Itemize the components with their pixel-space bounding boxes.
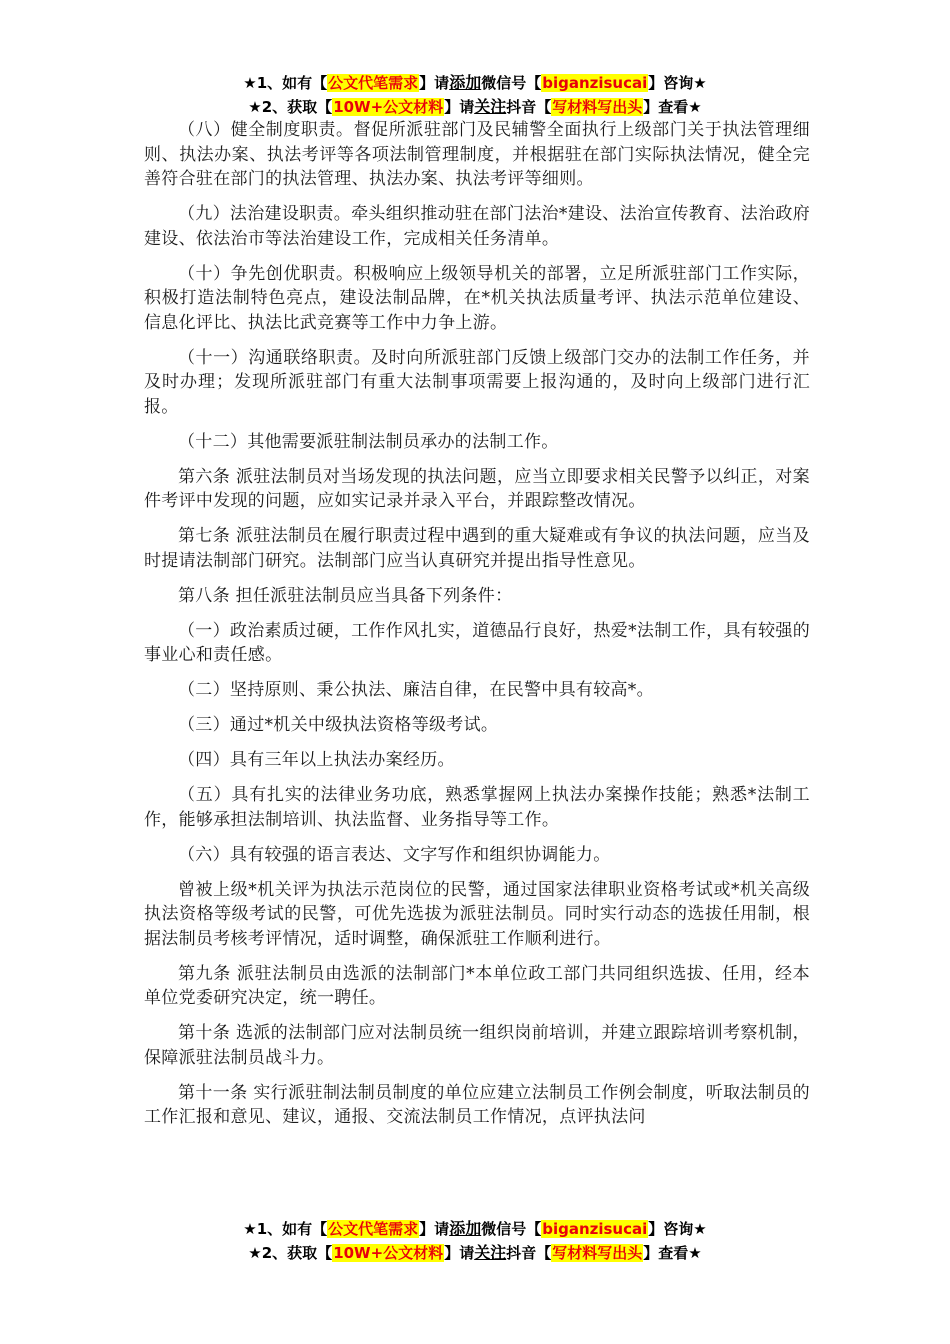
- paragraph: （一）政治素质过硬，工作作风扎实，道德品行良好，热爱*法制工作，具有较强的事业心和责任感。: [144, 620, 810, 665]
- highlight-douyin-account: 写材料写出头: [552, 98, 643, 116]
- paragraph: （十一）沟通联络职责。及时向所派驻部门反馈上级部门交办的法制工作任务，并及时办理；发现所派驻部门有重大法制事项需要上报沟通的，及时向上级部门进行汇报。: [144, 347, 810, 417]
- banner-line-2: ★2、获取【10W+公文材料】请关注抖音【写材料写出头】查看★: [248, 1243, 702, 1262]
- highlight-materials: 10W+公文材料: [333, 98, 444, 116]
- paragraph: （四）具有三年以上执法办案经历。: [178, 750, 455, 770]
- paragraph: 第六条 派驻法制员对当场发现的执法问题，应当立即要求相关民警予以纠正，对案件考评中发现的问题，应如实记录并录入平台，并跟踪整改情况。: [144, 466, 810, 511]
- paragraph: 第七条 派驻法制员在履行职责过程中遇到的重大疑难或有争议的执法问题，应当及时提请法制部门研究。法制部门应当认真研究并提出指导性意见。: [144, 526, 810, 571]
- header-banner: [0, 71, 950, 119]
- paragraph: 曾被上级*机关评为执法示范岗位的民警，通过国家法律职业资格考试或*机关高级执法资格等级考试的民警，可优先选拔为派驻法制员。同时实行动态的选拔任用制，根据法制员考核考评情况，适时调整，确保派驻工作顺利进行。: [144, 879, 810, 949]
- paragraph: 第十一条 实行派驻制法制员制度的单位应建立法制员工作例会制度，听取法制员的工作汇报和意见、建议，通报、交流法制员工作情况，点评执法问: [144, 1082, 810, 1127]
- footer-banner: [0, 1217, 950, 1265]
- paragraph: （八）健全制度职责。督促所派驻部门及民辅警全面执行上级部门关于执法管理细则、执法办案、执法考评等各项法制管理制度，并根据驻在部门实际执法情况，健全完善符合驻在部门的执法管理、执法办案、执法考评等细则。: [144, 120, 810, 189]
- highlight-materials: 10W+公文材料: [333, 1244, 444, 1262]
- paragraph: （三）通过*机关中级执法资格等级考试。: [178, 715, 499, 735]
- banner-line-1: ★1、如有【公文代笔需求】请添加微信号【biganzisucai】咨询★: [243, 73, 707, 92]
- paragraph: （二）坚持原则、秉公执法、廉洁自律，在民警中具有较高*。: [178, 680, 654, 700]
- paragraph: （五）具有扎实的法律业务功底，熟悉掌握网上执法办案操作技能；熟悉*法制工作，能够承担法制培训、执法监督、业务指导等工作。: [144, 785, 810, 830]
- highlight-wechat-id: biganzisucai: [542, 1220, 648, 1238]
- paragraph: （九）法治建设职责。牵头组织推动驻在部门法治*建设、法治宣传教育、法治政府建设、依法治市等法治建设工作，完成相关任务清单。: [144, 204, 810, 249]
- paragraph: （十二）其他需要派驻制法制员承办的法制工作。: [178, 431, 559, 452]
- paragraph: 第八条 担任派驻法制员应当具备下列条件：: [178, 585, 513, 606]
- banner-line-1: ★1、如有【公文代笔需求】请添加微信号【biganzisucai】咨询★: [243, 1219, 707, 1238]
- highlight-wechat-id: biganzisucai: [542, 74, 648, 92]
- paragraph: （十）争先创优职责。积极响应上级领导机关的部署，立足所派驻部门工作实际，积极打造法制特色亮点，建设法制品牌，在*机关执法质量考评、执法示范单位建设、信息化评比、执法比武竞赛等工作中力争上游。: [144, 263, 810, 333]
- paragraph: 第九条 派驻法制员由选派的法制部门*本单位政工部门共同组织选拔、任用，经本单位党委研究决定，统一聘任。: [144, 963, 810, 1008]
- paragraph: 第十条 选派的法制部门应对法制员统一组织岗前培训，并建立跟踪培训考察机制，保障派驻法制员战斗力。: [144, 1023, 810, 1068]
- document-body: [144, 118, 810, 1140]
- banner-line-2: ★2、获取【10W+公文材料】请关注抖音【写材料写出头】查看★: [248, 97, 702, 116]
- paragraph: （六）具有较强的语言表达、文字写作和组织协调能力。: [178, 844, 611, 865]
- highlight-writing-service: 公文代笔需求: [328, 1220, 419, 1238]
- highlight-writing-service: 公文代笔需求: [328, 74, 419, 92]
- highlight-douyin-account: 写材料写出头: [552, 1244, 643, 1262]
